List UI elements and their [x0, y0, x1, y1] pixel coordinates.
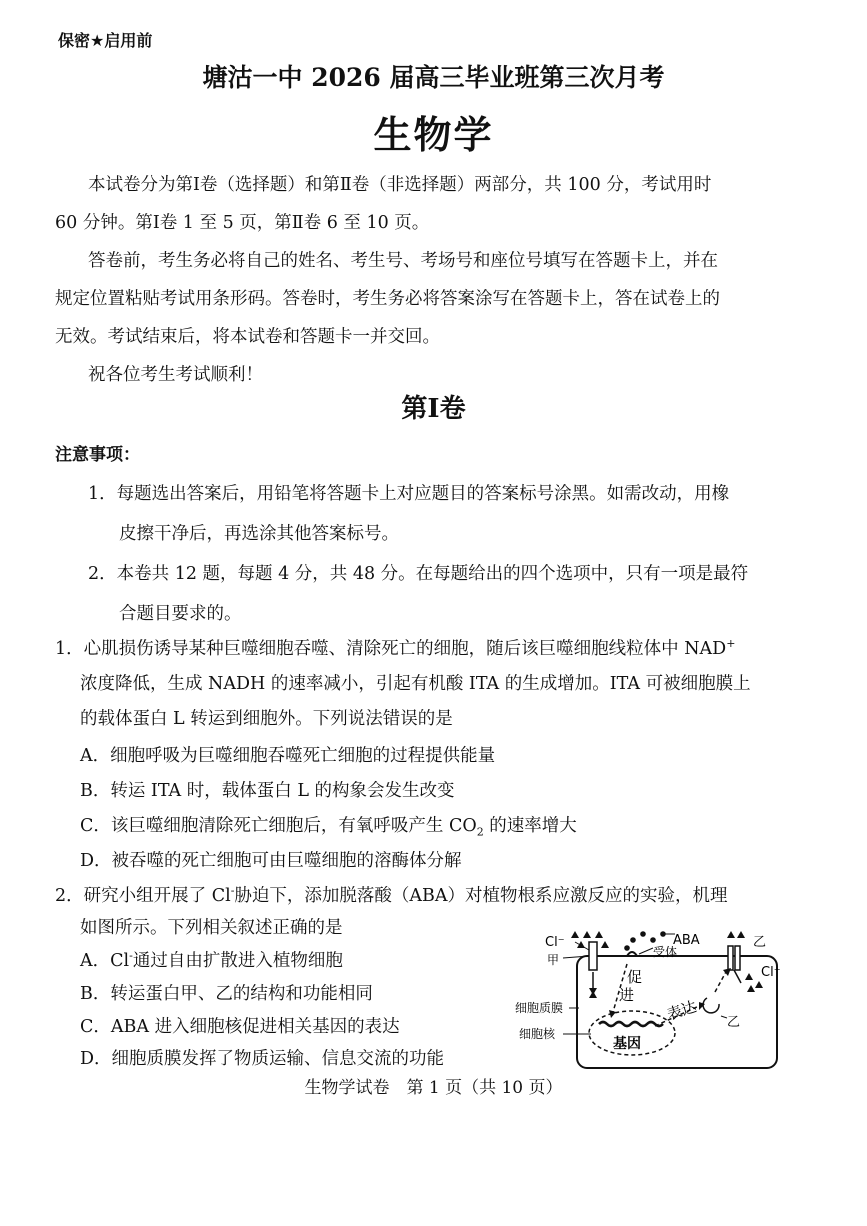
intro-line-5: 无效。考试结束后，将本试卷和答题卡一并交回。 — [55, 327, 440, 347]
label-yi-bottom: 乙 — [727, 1015, 741, 1030]
q2-stem-line-1: 2．研究小组开展了 Cl-胁迫下，添加脱落酸（ABA）对植物根系应激反应的实验，机理 — [55, 884, 728, 906]
exam-title: 塘沽一中 2026 届高三毕业班第三次月考 — [202, 63, 665, 92]
label-receptor: 受体 — [653, 945, 678, 959]
subject-title: 生物学 — [373, 112, 494, 157]
page-footer: 生物学试卷 第 1 页（共 10 页） — [304, 1078, 563, 1098]
label-cl-right: Cl⁻ — [761, 965, 781, 980]
intro-line-4: 规定位置粘贴考试用条形码。答卷时，考生务必将答案涂写在答题卡上，答在试卷上的 — [55, 289, 720, 309]
q1-stem-line-3: 的载体蛋白 L 转运到细胞外。下列说法错误的是 — [80, 709, 453, 729]
label-gene: 基因 — [613, 1036, 641, 1052]
q2-option-c: C．ABA 进入细胞核促进相关基因的表达 — [80, 1017, 400, 1037]
note-2-line-2: 合题目要求的。 — [119, 604, 242, 624]
q2-stem-line-2: 如图所示。下列相关叙述正确的是 — [80, 918, 343, 938]
note-2-line-1: 2．本卷共 12 题，每题 4 分，共 48 分。在每题给出的四个选项中，只有一项是最符 — [88, 564, 749, 584]
note-1-line-1: 1．每题选出答案后，用铅笔将答题卡上对应题目的答案标号涂黑。如需改动，用橡 — [88, 484, 730, 504]
label-yi-top: 乙 — [753, 935, 767, 950]
q2-option-d: D．细胞质膜发挥了物质运输、信息交流的功能 — [80, 1049, 445, 1069]
label-nucleus: 细胞核 — [519, 1027, 556, 1041]
intro-line-3: 答卷前，考生务必将自己的姓名、考生号、考场号和座位号填写在答题卡上，并在 — [88, 251, 718, 271]
transporter-yi-right-half — [735, 946, 740, 970]
confidential-mark: 保密★启用前 — [58, 31, 153, 50]
q1-option-b: B．转运 ITA 时，载体蛋白 L 的构象会发生改变 — [80, 781, 455, 801]
label-aba: ABA — [673, 933, 700, 948]
gene-helix — [599, 1022, 663, 1026]
section-title: 第Ⅰ卷 — [401, 394, 466, 424]
label-cl-left: Cl⁻ — [545, 935, 565, 950]
promote-arrowhead — [609, 1010, 616, 1018]
label-membrane: 细胞质膜 — [515, 1001, 564, 1015]
notice-label: 注意事项： — [55, 445, 140, 465]
label-jia: 甲 — [547, 953, 560, 967]
cl-efflux-line — [734, 970, 741, 983]
q1-stem-line-1: 1．心肌损伤诱导某种巨噬细胞吞噬、清除死亡的细胞，随后该巨噬细胞线粒体中 NAD+ — [55, 637, 736, 659]
aba-mechanism-diagram — [515, 928, 790, 1073]
q1-stem-line-2: 浓度降低，生成 NADH 的速率减小，引起有机酸 ITA 的生成增加。ITA 可被细胞膜上 — [80, 674, 751, 694]
label-promote-2: 进 — [619, 986, 635, 1004]
label-express: 表达 — [664, 997, 699, 1024]
q1-option-d: D．被吞噬的死亡细胞可由巨噬细胞的溶酶体分解 — [80, 851, 462, 871]
q1-option-c: C．该巨噬细胞清除死亡细胞后，有氧呼吸产生 $CO_2$ 的速率增大 — [80, 816, 577, 839]
yi-insertion-arrow — [715, 970, 727, 992]
yi-protein-new — [703, 998, 719, 1013]
label-promote-1: 促 — [627, 968, 643, 986]
q2-option-b: B．转运蛋白甲、乙的结构和功能相同 — [80, 984, 373, 1004]
transporter-yi-left-half — [728, 946, 733, 970]
note-1-line-2: 皮擦干净后，再选涂其他答案标号。 — [119, 524, 399, 544]
intro-line-2: 60 分钟。第Ⅰ卷 1 至 5 页，第Ⅱ卷 6 至 10 页。 — [55, 213, 430, 233]
wish-line: 祝各位考生考试顺利！ — [88, 365, 263, 385]
yi-insertion-arrowhead — [723, 968, 731, 976]
q1-option-a: A．细胞呼吸为巨噬细胞吞噬死亡细胞的过程提供能量 — [80, 746, 496, 766]
intro-line-1: 本试卷分为第Ⅰ卷（选择题）和第Ⅱ卷（非选择题）两部分，共 100 分，考试用时 — [88, 175, 712, 195]
transporter-jia — [589, 942, 597, 970]
q2-option-a: A．Cl-通过自由扩散进入植物细胞 — [80, 949, 343, 971]
receptor-leader — [639, 948, 653, 954]
